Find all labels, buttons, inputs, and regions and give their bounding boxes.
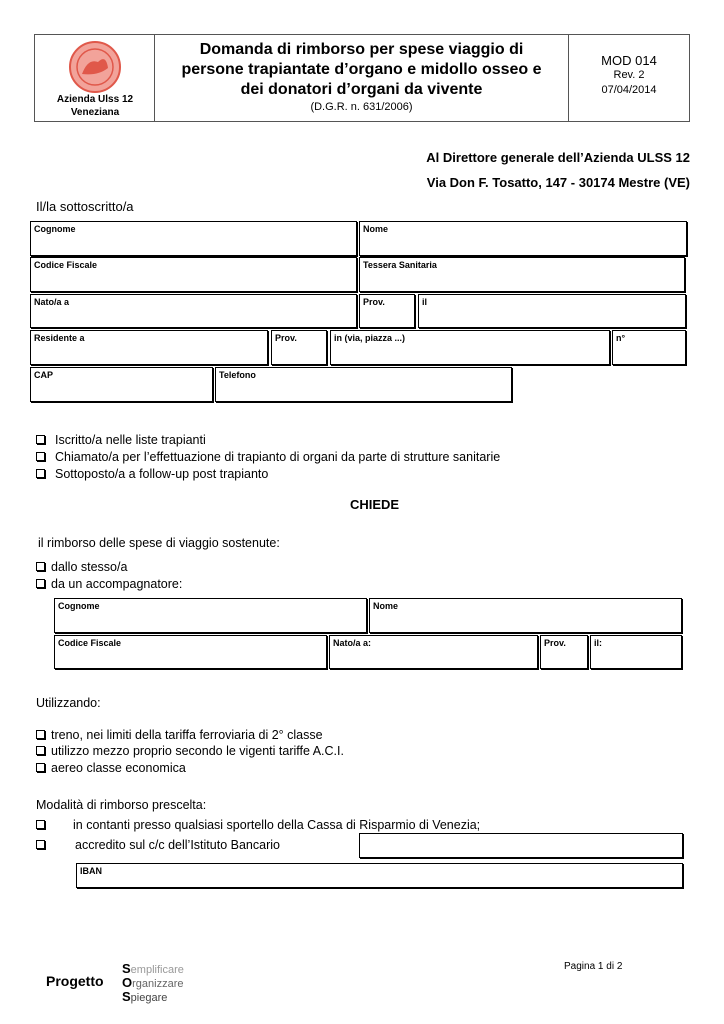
companion-province-field[interactable] [540, 635, 588, 669]
refund-option[interactable] [36, 838, 280, 853]
sos-letter: O [122, 975, 133, 990]
field-label: Nato/a a [34, 297, 70, 307]
option-label: dallo stesso/a [51, 560, 128, 574]
addressee-line1: Al Direttore generale dell’Azienda ULSS 12 [426, 150, 690, 165]
page-number: Pagina 1 di 2 [564, 961, 623, 972]
by-option[interactable] [36, 560, 127, 575]
org-name-line1: Azienda Ulss 12 [56, 94, 134, 105]
option-label: Sottoposto/a a follow-up post trapianto [55, 467, 269, 481]
option-label: aereo classe economica [51, 761, 186, 775]
field-label: Nome [373, 601, 399, 611]
sos-letter: S [122, 961, 131, 976]
checkbox-icon[interactable] [36, 840, 45, 849]
field-label: Prov. [275, 333, 297, 343]
field-label: IBAN [80, 866, 102, 876]
iban-field[interactable] [76, 863, 683, 888]
intro-text: Il/la sottoscritto/a [36, 199, 134, 214]
chiede-heading: CHIEDE [349, 497, 400, 512]
refund-option[interactable] [36, 818, 480, 833]
transport-option[interactable] [36, 728, 323, 743]
title-line: dei donatori d’organi da vivente [240, 81, 483, 98]
field-label: Residente a [34, 333, 85, 343]
companion-birthdate-field[interactable] [590, 635, 682, 669]
bank-name-field[interactable] [359, 833, 683, 858]
telefono-field[interactable] [215, 367, 512, 402]
residence-field[interactable] [30, 330, 268, 365]
checkbox-icon[interactable] [36, 763, 45, 772]
checkbox-icon[interactable] [36, 730, 45, 739]
by-option[interactable] [36, 577, 182, 592]
logo-cell [35, 35, 155, 121]
checkbox-icon[interactable] [36, 469, 45, 478]
status-option[interactable] [36, 450, 500, 465]
field-label: Codice Fiscale [34, 260, 98, 270]
birth-date-field[interactable] [418, 294, 686, 328]
status-option[interactable] [36, 433, 206, 448]
birthplace-field[interactable] [30, 294, 357, 328]
revision: Rev. 2 [613, 69, 645, 81]
field-label: CAP [34, 370, 54, 380]
transport-option[interactable] [36, 744, 344, 759]
field-label: Prov. [544, 638, 566, 648]
companion-cf-field[interactable] [54, 635, 327, 669]
companion-birthplace-field[interactable] [329, 635, 538, 669]
checkbox-icon[interactable] [36, 579, 45, 588]
module-code: MOD 014 [601, 53, 657, 68]
option-label: Iscritto/a nelle liste trapianti [55, 433, 206, 447]
field-label: Cognome [58, 601, 100, 611]
using-label: Utilizzando: [36, 696, 101, 710]
checkbox-icon[interactable] [36, 452, 45, 461]
field-label: Tessera Sanitaria [363, 260, 437, 270]
field-label: Nato/a a: [333, 638, 372, 648]
cognome-field[interactable] [30, 221, 357, 256]
field-label: Telefono [219, 370, 256, 380]
field-label: Codice Fiscale [58, 638, 122, 648]
field-label: Cognome [34, 224, 76, 234]
addressee-line2: Via Don F. Tosatto, 147 - 30174 Mestre (VE) [426, 175, 690, 190]
street-field[interactable] [330, 330, 610, 365]
title-line: persone trapiantate d’organo e midollo osseo e [181, 61, 542, 78]
title-cell [155, 35, 569, 121]
sos-word: piegare [130, 992, 168, 1004]
sos-letter: S [122, 989, 131, 1004]
subtitle: (D.G.R. n. 631/2006) [310, 101, 413, 113]
birth-province-field[interactable] [359, 294, 415, 328]
document-header [34, 34, 690, 122]
title-line: Domanda di rimborso per spese viaggio di [199, 41, 524, 58]
option-label: utilizzo mezzo proprio secondo le vigenti tariffe A.C.I. [51, 744, 344, 758]
option-label: treno, nei limiti della tariffa ferroviaria di 2° classe [51, 728, 323, 742]
tessera-sanitaria-field[interactable] [359, 257, 685, 292]
companion-nome-field[interactable] [369, 598, 682, 633]
sos-word: emplificare [130, 964, 184, 976]
transport-option[interactable] [36, 761, 186, 776]
field-label: Nome [363, 224, 389, 234]
footer-project-label: Progetto [46, 973, 104, 989]
nome-field[interactable] [359, 221, 687, 256]
cap-field[interactable] [30, 367, 213, 402]
field-label: il: [594, 638, 602, 648]
request-text: il rimborso delle spese di viaggio sostenute: [38, 536, 280, 550]
status-option[interactable] [36, 467, 268, 482]
revision-date: 07/04/2014 [601, 84, 657, 96]
option-label: da un accompagnatore: [51, 577, 183, 591]
checkbox-icon[interactable] [36, 820, 45, 829]
org-name-line2: Veneziana [70, 107, 120, 118]
checkbox-icon[interactable] [36, 746, 45, 755]
option-label: in contanti presso qualsiasi sportello della Cassa di Risparmio di Venezia; [73, 818, 481, 832]
field-label: n° [616, 333, 626, 343]
field-label: in (via, piazza ...) [334, 333, 406, 343]
residence-province-field[interactable] [271, 330, 327, 365]
street-number-field[interactable] [612, 330, 686, 365]
sos-logo [122, 962, 184, 1004]
field-label: Prov. [363, 297, 385, 307]
option-label: accredito sul c/c dell’Istituto Bancario [75, 838, 280, 852]
checkbox-icon[interactable] [36, 435, 45, 444]
option-label: Chiamato/a per l’effettuazione di trapianto di organi da parte di strutture sanitarie [55, 450, 501, 464]
companion-cognome-field[interactable] [54, 598, 367, 633]
seal-logo-icon [68, 40, 122, 94]
refund-label: Modalità di rimborso prescelta: [36, 798, 207, 812]
checkbox-icon[interactable] [36, 562, 45, 571]
field-label: il [422, 297, 428, 307]
codice-fiscale-field[interactable] [30, 257, 357, 292]
sos-word: rganizzare [132, 978, 184, 990]
